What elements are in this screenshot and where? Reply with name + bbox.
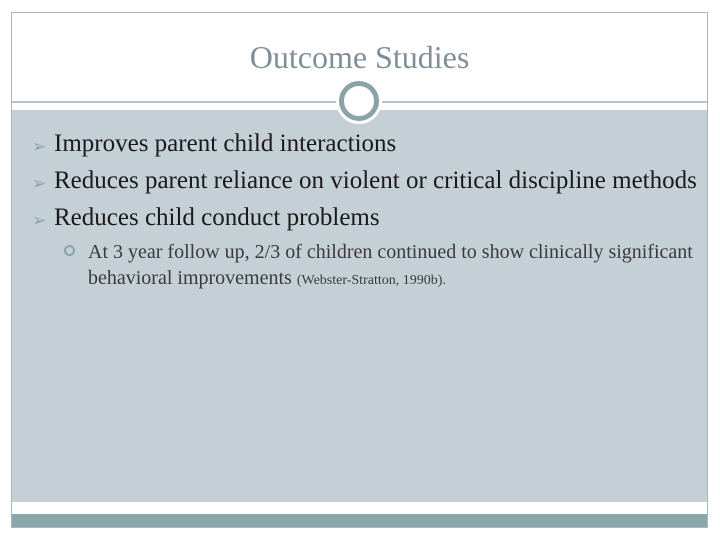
circle-bullet-icon: [64, 245, 75, 256]
arrow-bullet-icon: ➢: [32, 211, 47, 230]
slide-title: Outcome Studies: [249, 39, 470, 75]
bullet-text: Reduces parent reliance on violent or critical discipline methods: [54, 167, 697, 194]
arrow-bullet-icon: ➢: [32, 137, 47, 156]
bullet-item: [27, 128, 697, 159]
ring-ornament-icon: [339, 81, 379, 121]
sub-bullet-item: [62, 239, 697, 294]
bullet-item: [27, 202, 697, 233]
bullet-list: [27, 128, 697, 294]
citation: (Webster-Stratton, 1990b).: [296, 273, 446, 288]
bullet-text: Reduces child conduct problems: [54, 204, 380, 231]
footer-bar: [12, 514, 707, 527]
arrow-bullet-icon: ➢: [32, 174, 47, 193]
bullet-item: [27, 165, 697, 196]
bullet-text: Improves parent child interactions: [54, 130, 397, 157]
sub-bullet-text: At 3 year follow up, 2/3 of children continued to show clinically significant behavioral improvements: [88, 241, 693, 289]
slide-frame: [11, 12, 708, 528]
